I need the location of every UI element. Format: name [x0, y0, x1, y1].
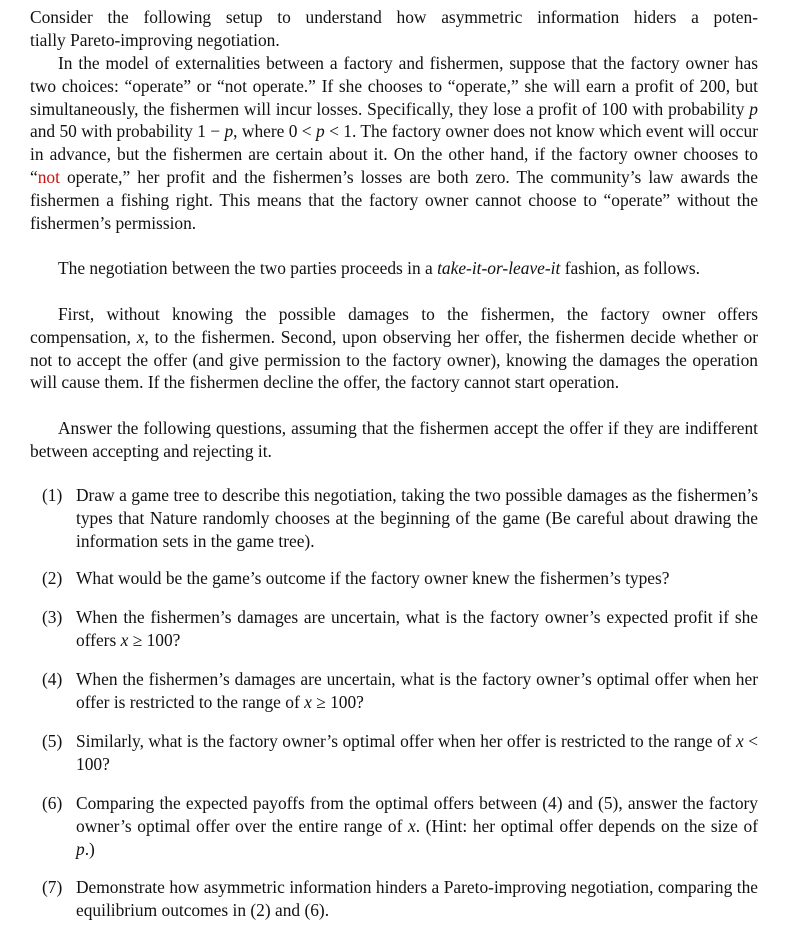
intro-paragraph: [30, 6, 758, 52]
model-text-4: < 1. The factory owner does not know which event will occur in advance, but the fishermen are certain about it. On the other hand, if the factory owner chooses to “: [30, 121, 759, 187]
intro-line-1: Consider the following setup to understand how asymmetric information hiders a poten-: [30, 7, 758, 27]
question-text-part: ≥ 100?: [128, 629, 181, 650]
negotiation-paragraph: [30, 257, 758, 280]
question-text-part: Similarly, what is the factory owner’s optimal offer when her offer is restricted to the range of: [76, 731, 736, 751]
question-text-part: < 100?: [76, 731, 758, 774]
question-text-part: ≥ 100?: [311, 691, 364, 712]
question-text-part: When the fishermen’s damages are uncertain, what is the factory owner’s optimal offer when her offer is restricted to the range of: [76, 669, 758, 712]
question-text: [76, 668, 758, 714]
question-number: (2): [42, 568, 63, 588]
var-p: p: [224, 121, 234, 142]
question-text-part: Comparing the expected payoffs from the optimal offers between (4) and (5), answer the factory owner’s optimal offer over the entire range of: [76, 793, 758, 836]
question-number: (3): [42, 607, 63, 627]
model-text-3: , where 0 <: [233, 121, 316, 142]
var-p: p: [76, 838, 85, 859]
assumption-paragraph: Answer the following questions, assuming that the fishermen accept the offer if they are indifferent between accepting and rejecting it.: [30, 418, 758, 461]
question-number: (7): [42, 877, 63, 897]
question-number: (6): [42, 793, 63, 813]
question-text-part: .): [84, 838, 95, 859]
highlighted-not: not: [37, 166, 60, 187]
model-paragraph: [30, 52, 758, 234]
question-text: Draw a game tree to describe this negotiation, taking the two possible damages as the fishermen’s types that Nature randomly chooses at the beginning of the game (Be careful about drawing the information sets in the game tree).: [76, 485, 758, 551]
model-text-1: In the model of externalities between a factory and fishermen, suppose that the factory owner has two choices: “operate” or “not operate.” If she chooses to “operate,” she will earn a profit of 200, but simultaneously, the fishermen will incur losses. Specifically, they lose a profit of 100 with probability: [30, 53, 758, 119]
steps-text-1: First, without knowing the possible damages to the fishermen, the factory owner offers compensation,: [30, 304, 758, 347]
question-text: What would be the game’s outcome if the factory owner knew the fishermen’s types?: [76, 568, 670, 588]
model-text-2: and 50 with probability 1 −: [30, 121, 225, 142]
var-x: x: [407, 815, 416, 836]
question-number: (1): [42, 485, 63, 505]
negotiation-text-1: The negotiation between the two parties proceeds in a: [58, 258, 438, 278]
steps-text-2: , to the fishermen. Second, upon observing her offer, the fishermen decide whether or not to accept the offer (and give permission to the factory owner), knowing the damages the operation will cause them. If the fishermen decline the offer, the factory cannot start operation.: [30, 326, 758, 393]
question-text: [76, 730, 758, 776]
question-text: Demonstrate how asymmetric information hinders a Pareto-improving negotiation, comparing the equilibrium outcomes in (2) and (6).: [76, 877, 758, 920]
intro-line-2: tially Pareto-improving negotiation.: [30, 29, 280, 50]
var-x: x: [735, 731, 744, 751]
question-text-part: . (Hint: her optimal offer depends on the size of: [415, 815, 758, 836]
negotiation-text-2: fashion, as follows.: [560, 258, 700, 278]
take-it-or-leave-it-emphasis: take-it-or-leave-it: [437, 258, 561, 278]
var-x: x: [304, 691, 312, 712]
var-p: p: [316, 121, 325, 142]
var-x: x: [136, 326, 145, 347]
question-text: [76, 606, 758, 652]
var-x: x: [120, 629, 129, 650]
model-text-5: operate,” her profit and the fishermen’s losses are both zero. The community’s law awards the fishermen a fishing right. This means that the factory owner cannot choose to “operate” without the fishermen’s permission.: [30, 166, 758, 233]
question-text-part: When the fishermen’s damages are uncertain, what is the factory owner’s expected profit if she offers: [76, 607, 758, 650]
var-p: p: [749, 98, 758, 119]
question-number: (5): [42, 731, 63, 751]
question-number: (4): [42, 669, 63, 689]
question-text: [76, 792, 758, 860]
steps-paragraph: [30, 303, 758, 394]
